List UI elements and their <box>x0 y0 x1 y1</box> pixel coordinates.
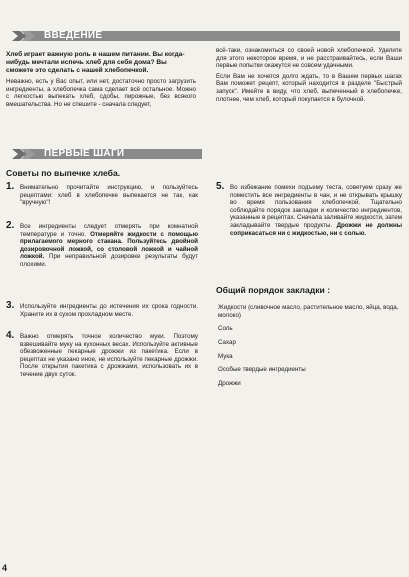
tip-item <box>6 300 198 325</box>
tip-text: Во избежание помехи подъему теста, советуем сразу же поместить все ингредиенты в чан, и не открывать крышку во время пользования хлебопечкой. Тщательно соблюдайте порядок закладки и количество ингредиентов, указанные в рецептах. Сначала заливайте жидкости, затем закладывайте твердые продукты. <box>230 184 402 229</box>
tip-number: 2. <box>6 220 15 231</box>
section-title-intro: ВВЕДЕНИЕ <box>44 30 103 41</box>
intro-paragraph-2: всё-таки, ознакомиться со своей новой хлебопечкой. Уделите для этого некоторое время, и не расстраивайтесь, если Ваши первые попытки окажутся не совсем удачными. <box>216 47 402 70</box>
tip-number: 4. <box>6 330 15 341</box>
page-number: 4 <box>2 563 8 573</box>
tip-text-tail: При неправильной дозировке результаты будут плохими. <box>20 253 198 268</box>
tip-item <box>6 181 198 220</box>
order-item: Жидкости (сливочное масло, растительное масло, яйца, вода, молоко) <box>218 304 399 319</box>
tip-text-bold: Отмеряйте жидкости с помощью прилагаемого мерного стакана. Пользуйтесь двойной дозировочной ложкой, со столовой ложкой и чайной ложкой. <box>20 230 198 261</box>
intro-paragraph-3: Если Вам не хочется долго ждать, то в Вашем первых шагах Вам поможет рецепт, который находится в разделе "Быстрый запуск". Имейте в виду, что хлеб, выпеченный в хлебопечке, плотнее, чем хлеб, который покупается в булочной. <box>216 72 402 103</box>
intro-left-column <box>6 51 196 111</box>
tip-text-group <box>230 184 402 237</box>
tip-number: 3. <box>6 300 15 311</box>
intro-lead: Хлеб играет важную роль в нашем питании. Вы когда-нибудь мечтали испечь хлеб для себя дома? Вы сможете это сделать с нашей хлебопечкой. <box>6 51 185 74</box>
section-banner-first-steps <box>6 146 202 162</box>
order-heading: Общий порядок закладки : <box>216 285 331 295</box>
tip-item <box>6 220 198 295</box>
chevron-arrow-icon <box>12 146 42 162</box>
section-banner-intro <box>6 28 400 44</box>
intro-paragraph-1: Неважно, есть у Вас опыт, или нет, достаточно просто загрузить ингредиенты, а хлебопечка сама сделает всё остальное. Можно с легкостью выпекать хлеб, сдобы, пирожные, без всякого вмешательства. Но не спешите - сначала следует, <box>6 78 196 108</box>
tip-text-bold: Дрожжи не должны соприкасаться ни с жидкостью, ни с солью. <box>230 221 402 237</box>
tip-number: 1. <box>6 181 15 192</box>
tip-text: Используйте ингредиенты до истечения их срока годности. Храните их в сухом прохладном месте. <box>20 303 198 318</box>
tip-text: Важно отмерять точное количество муки. Поэтому взвешивайте муку на кухонных весах. Используйте активные обезвоженные пекарные дрожжи из пакетика. Если в рецептах не указано иное, не используйте пекарные дрожжи. После открытия пакетика с дрожжами, использовать их в течение двух суток. <box>20 333 198 378</box>
chevron-arrow-icon <box>12 28 42 44</box>
tips-heading: Советы по выпечке хлеба. <box>6 168 121 178</box>
tip-item <box>216 181 402 274</box>
intro-right-column <box>216 47 402 106</box>
order-item: Дрожжи <box>218 380 241 387</box>
tip-text: Все ингредиенты следует отмерять при комнатной температуре и точно. <box>20 223 198 238</box>
tip-item <box>6 330 198 403</box>
order-item: Особые твердые ингредиенты <box>218 366 306 373</box>
tip-text-group <box>20 223 198 269</box>
tip-text: Внимательно прочитайте инструкцию, и пользуйтесь рецептами: хлеб в хлебопечке выпекается не так, как "вручную"! <box>20 184 198 207</box>
order-item: Сахар <box>218 339 236 346</box>
order-item: Соль <box>218 325 233 332</box>
section-title-first-steps: ПЕРВЫЕ ШАГИ <box>44 148 125 159</box>
tip-number: 5. <box>216 181 225 192</box>
order-item: Мука <box>218 353 233 360</box>
